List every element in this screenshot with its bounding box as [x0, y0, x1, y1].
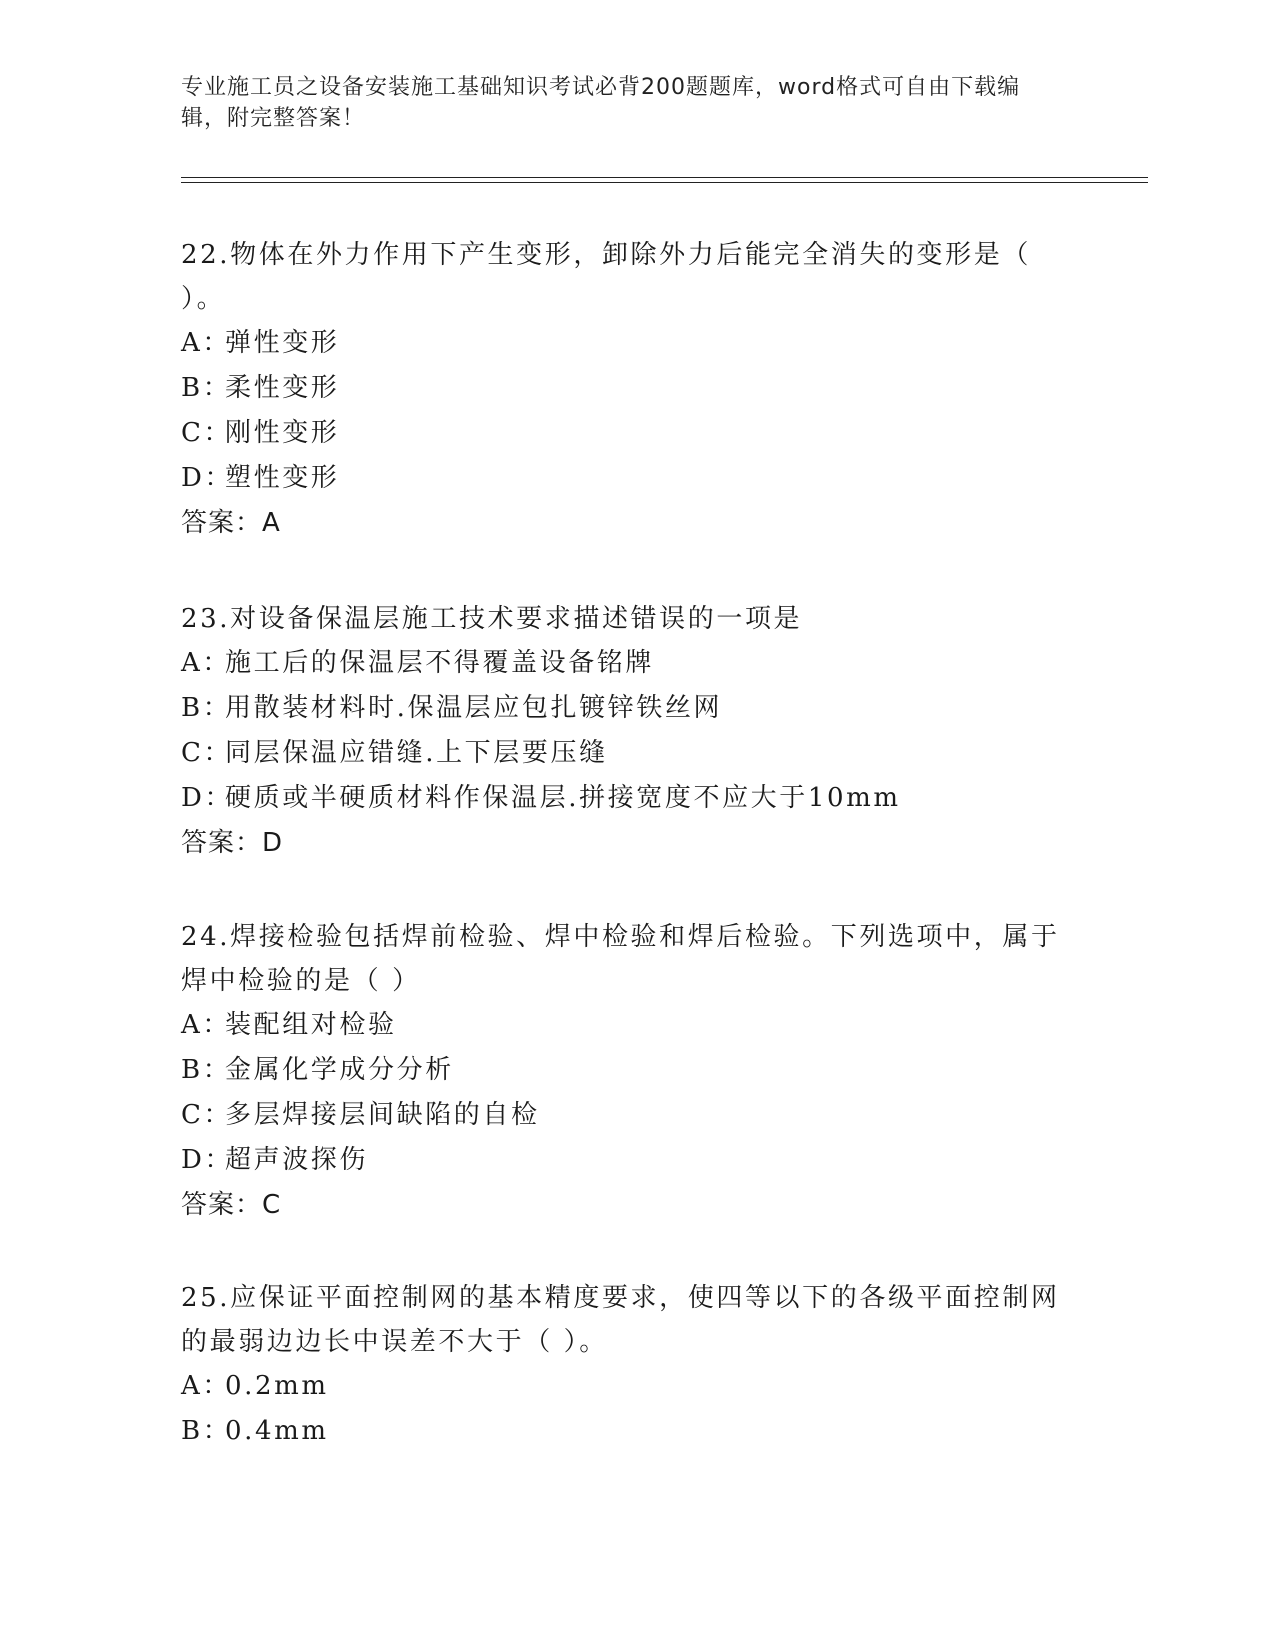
- option-key: A：: [181, 1010, 231, 1040]
- document-header: 专业施工员之设备安装施工基础知识考试必背200题题库，word格式可自由下载编辑，附完整答案！: [181, 75, 1021, 131]
- question-24: [181, 915, 1081, 1228]
- option-text: 0.4mm: [225, 1416, 329, 1446]
- question-stem: 22.物体在外力作用下产生变形，卸除外力后能完全消失的变形是（ ）。: [181, 240, 1031, 314]
- option-b: [181, 1048, 1081, 1093]
- option-d: [181, 776, 1081, 821]
- option-key: B：: [181, 1055, 232, 1085]
- header-rule-top: [181, 177, 1148, 178]
- question-stem: 24.焊接检验包括焊前检验、焊中检验和焊后检验。下列选项中，属于焊中检验的是（ ）: [181, 922, 1060, 996]
- option-text: 弹性变形: [225, 328, 340, 358]
- option-key: A：: [181, 328, 231, 358]
- answer-line: 答案：A: [181, 508, 281, 538]
- option-b: [181, 366, 1081, 411]
- question-stem: 25.应保证平面控制网的基本精度要求，使四等以下的各级平面控制网的最弱边边长中误差不大于（ ）。: [181, 1283, 1060, 1357]
- option-b: [181, 686, 1081, 731]
- option-key: C：: [181, 418, 233, 448]
- question-23: [181, 597, 1081, 866]
- option-c: [181, 1093, 1081, 1138]
- option-text: 金属化学成分分析: [225, 1055, 454, 1085]
- option-key: D：: [181, 463, 234, 493]
- option-key: A：: [181, 1371, 231, 1401]
- option-key: A：: [181, 648, 231, 678]
- option-text: 多层焊接层间缺陷的自检: [225, 1100, 540, 1130]
- option-text: 用散装材料时.保温层应包扎镀锌铁丝网: [225, 693, 723, 723]
- option-c: [181, 411, 1081, 456]
- option-text: 硬质或半硬质材料作保温层.拼接宽度不应大于10mm: [225, 783, 901, 813]
- option-text: 柔性变形: [225, 373, 340, 403]
- option-a: [181, 321, 1081, 366]
- option-text: 塑性变形: [225, 463, 340, 493]
- question-stem: 23.对设备保温层施工技术要求描述错误的一项是: [181, 604, 803, 634]
- question-25: [181, 1276, 1081, 1454]
- option-text: 0.2mm: [225, 1371, 329, 1401]
- option-text: 施工后的保温层不得覆盖设备铭牌: [225, 648, 655, 678]
- option-key: D：: [181, 783, 234, 813]
- option-text: 同层保温应错缝.上下层要压缝: [225, 738, 608, 768]
- option-text: 装配组对检验: [225, 1010, 397, 1040]
- option-key: B：: [181, 1416, 232, 1446]
- option-key: B：: [181, 693, 232, 723]
- option-b: [181, 1409, 1081, 1454]
- option-key: B：: [181, 373, 232, 403]
- option-key: D：: [181, 1145, 234, 1175]
- option-key: C：: [181, 738, 233, 768]
- question-22: [181, 233, 1081, 546]
- option-text: 超声波探伤: [225, 1145, 369, 1175]
- answer-line: 答案：C: [181, 1190, 282, 1220]
- option-d: [181, 456, 1081, 501]
- option-text: 刚性变形: [225, 418, 340, 448]
- option-a: [181, 1003, 1081, 1048]
- option-key: C：: [181, 1100, 233, 1130]
- answer-line: 答案：D: [181, 828, 284, 858]
- option-c: [181, 731, 1081, 776]
- header-rule-bottom: [181, 182, 1148, 183]
- option-a: [181, 641, 1081, 686]
- option-d: [181, 1138, 1081, 1183]
- option-a: [181, 1364, 1081, 1409]
